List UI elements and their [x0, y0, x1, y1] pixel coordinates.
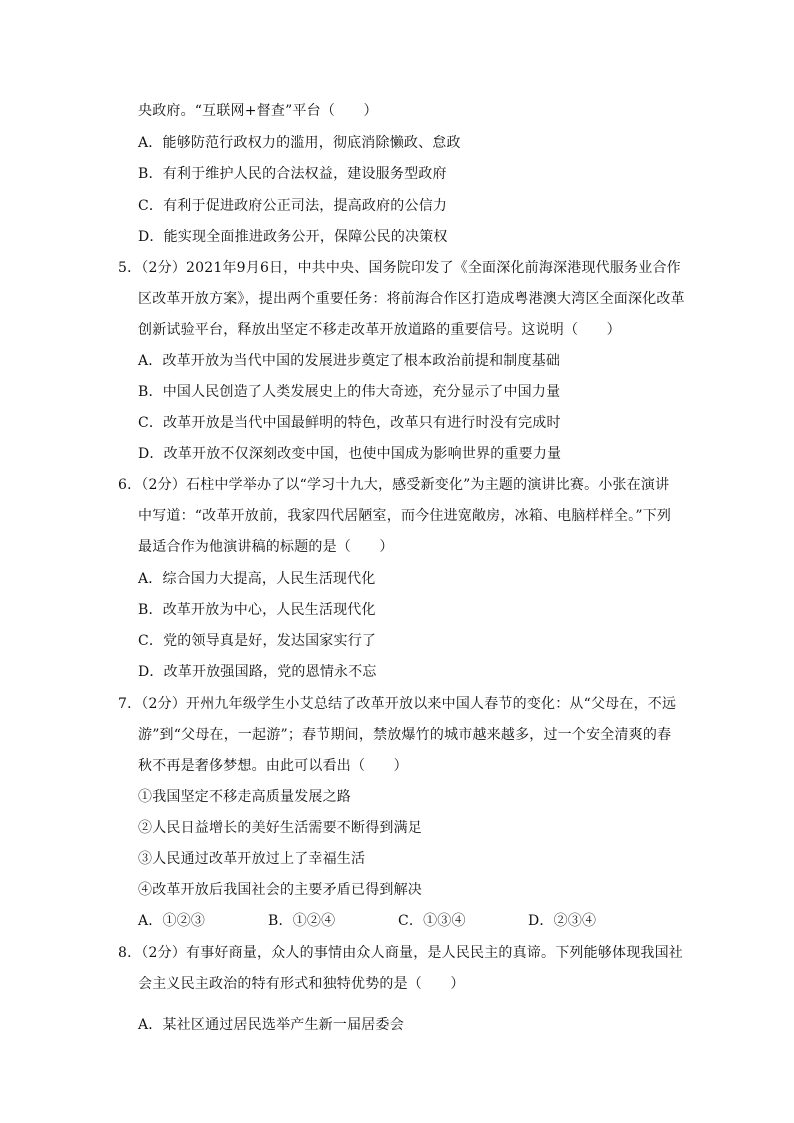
q4-option-b: B．有利于维护人民的合法权益，建设服务型政府	[138, 166, 447, 182]
q7-option-a: A．①②③	[138, 913, 206, 929]
q7-option-c: C．①③④	[398, 913, 466, 929]
q7-statement-1: ①我国坚定不移走高质量发展之路	[138, 789, 351, 805]
q5-stem-line-1: 5．（2分）2021年9月6日，中共中央、国务院印发了《全面深化前海深港现代服务业合作	[118, 260, 681, 276]
q4-option-d: D．能实现全面推进政务公开，保障公民的决策权	[138, 229, 448, 245]
q7-stem-line-3: 秋不再是奢侈梦想。由此可以看出（ ）	[138, 758, 408, 774]
q7-statement-3: ③人民通过改革开放过上了幸福生活	[138, 851, 366, 867]
q7-stem-line-2: 游”到“父母在，一起游”；春节期间，禁放爆竹的城市越来越多，过一个安全清爽的春	[138, 727, 672, 743]
q7-statement-4: ④改革开放后我国社会的主要矛盾已得到解决	[138, 882, 422, 898]
q6-option-c: C．党的领导真是好，发达国家实行了	[138, 633, 377, 649]
q8-stem-line-2: 会主义民主政治的特有形式和独特优势的是（ ）	[138, 976, 465, 992]
q6-stem-line-2: 中写道：“改革开放前，我家四代居陋室，而今住进宽敞房，冰箱、电脑样样全。”下列	[138, 508, 672, 524]
q7-statement-2: ②人民日益增长的美好生活需要不断得到满足	[138, 820, 422, 836]
q5-stem-line-3: 创新试验平台，释放出坚定不移走改革开放道路的重要信号。这说明（ ）	[138, 322, 621, 338]
q5-option-b: B．中国人民创造了人类发展史上的伟大奇迹，充分显示了中国力量	[138, 384, 561, 400]
q5-option-d: D．改革开放不仅深刻改变中国，也使中国成为影响世界的重要力量	[138, 446, 562, 462]
q4-option-c: C．有利于促进政府公正司法，提高政府的公信力	[138, 198, 448, 214]
q6-stem-line-3: 最适合作为他演讲稿的标题的是（ ）	[138, 539, 394, 555]
q7-option-d: D．②③④	[528, 913, 597, 929]
q7-stem-line-1: 7．（2分）开州九年级学生小艾总结了改革开放以来中国人春节的变化：从“父母在，不远	[118, 696, 677, 712]
q5-option-c: C．改革开放是当代中国最鲜明的特色，改革只有进行时没有完成时	[138, 415, 561, 431]
q4-option-a: A．能够防范行政权力的滥用，彻底消除懒政、怠政	[138, 135, 461, 151]
q7-options-row	[138, 911, 658, 931]
q6-stem-line-1: 6．（2分）石柱中学举办了以“学习十九大，感受新变化”为主题的演讲比赛。小张在演讲	[118, 477, 670, 493]
q6-option-a: A．综合国力大提高，人民生活现代化	[138, 571, 376, 587]
q6-option-d: D．改革开放强国路，党的恩情永不忘	[138, 664, 377, 680]
q5-stem-line-2: 区改革开放方案》，提出两个重要任务：将前海合作区打造成粤港澳大湾区全面深化改革	[138, 291, 685, 307]
q4-stem-continuation: 央政府。“互联网+督查”平台（ ）	[138, 103, 378, 119]
q8-option-a: A．某社区通过居民选举产生新一届居委会	[138, 1017, 404, 1033]
q8-stem-line-1: 8．（2分）有事好商量，众人的事情由众人商量，是人民民主的真谛。下列能够体现我国社	[118, 945, 684, 961]
q7-option-b: B．①②④	[268, 913, 336, 929]
q6-option-b: B．改革开放为中心，人民生活现代化	[138, 602, 376, 618]
q5-option-a: A．改革开放为当代中国的发展进步奠定了根本政治前提和制度基础	[138, 353, 561, 369]
